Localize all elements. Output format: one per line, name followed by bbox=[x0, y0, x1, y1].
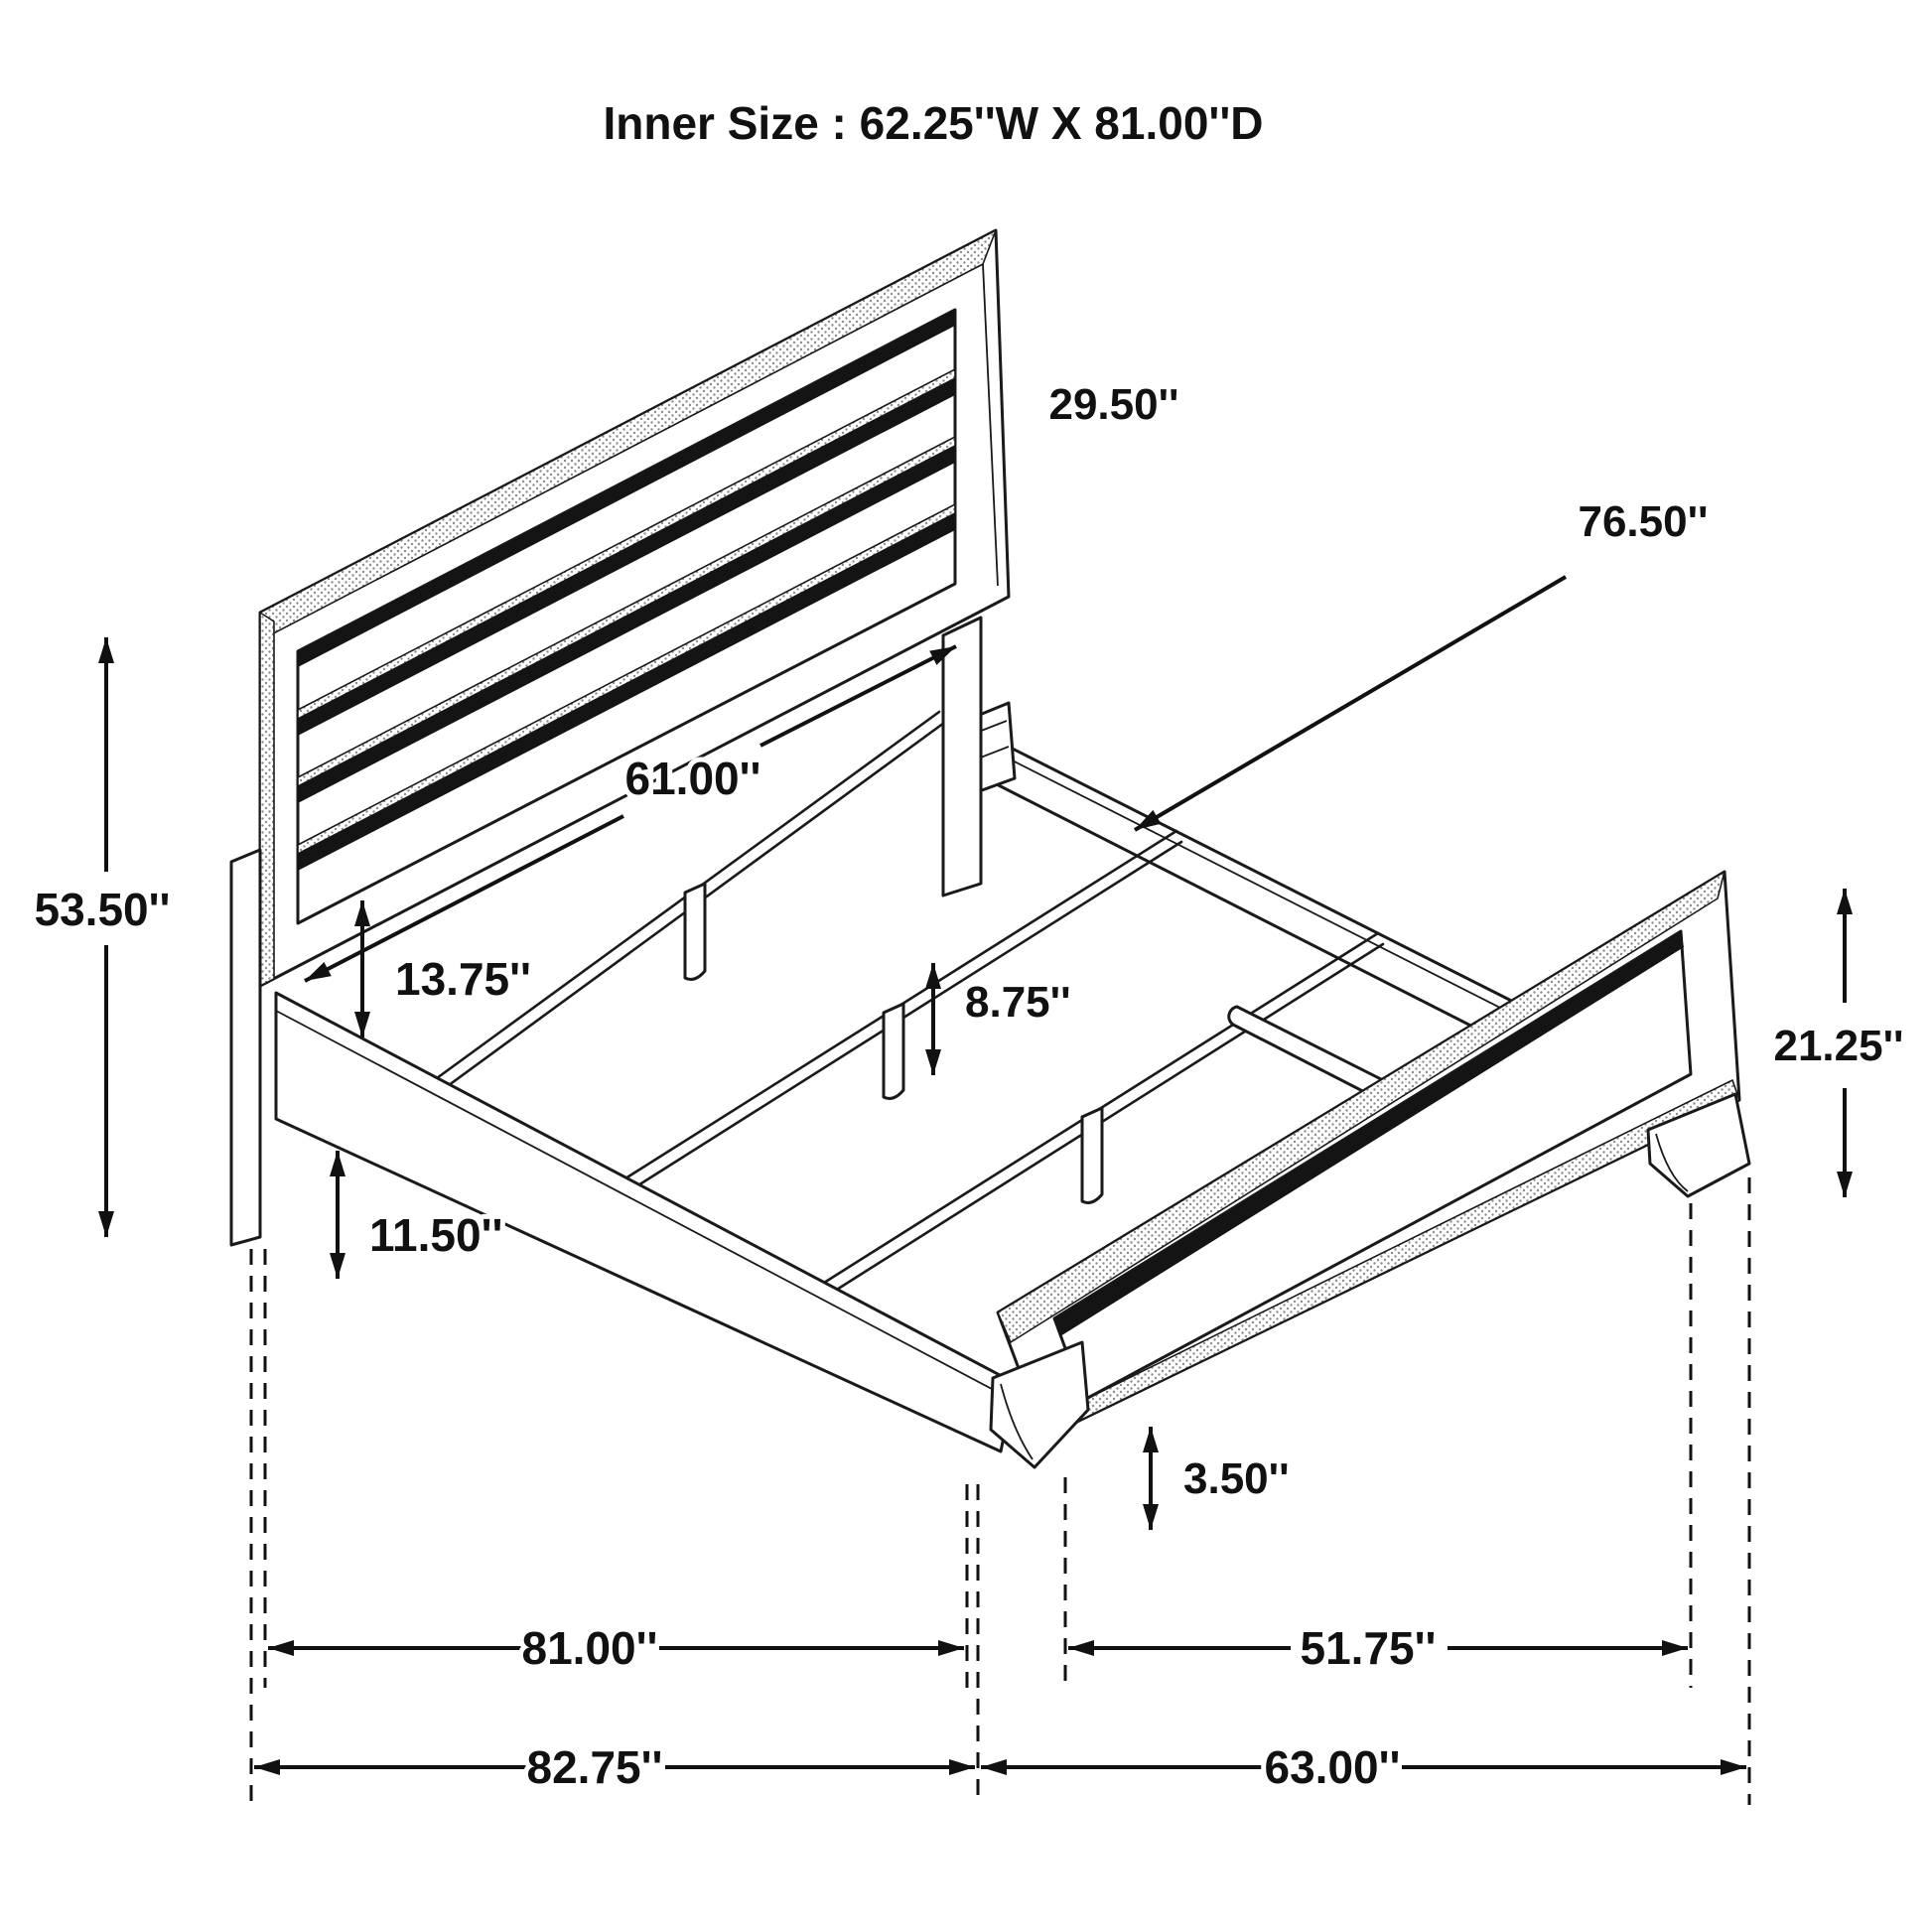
extension-lines bbox=[251, 1177, 1749, 1805]
dim-label-center-leg-height: 8.75'' bbox=[965, 978, 1071, 1027]
dim-label-footboard-inner-width: 51.75'' bbox=[1300, 1622, 1437, 1674]
bed-frame-drawing bbox=[231, 230, 1749, 1467]
dim-label-overall-length: 82.75'' bbox=[526, 1741, 663, 1793]
support-leg bbox=[1082, 1108, 1102, 1202]
dim-inner-length bbox=[268, 1622, 964, 1674]
dim-label-under-rail-clearance: 11.50'' bbox=[369, 1209, 503, 1261]
dim-center-leg-height bbox=[933, 963, 1071, 1075]
footboard-left-foot bbox=[991, 1342, 1088, 1467]
dim-footboard-inner-width bbox=[1068, 1622, 1688, 1674]
support-leg bbox=[685, 884, 705, 979]
dim-label-headboard-height: 53.50'' bbox=[34, 884, 171, 935]
dim-foot-clearance bbox=[1151, 1427, 1290, 1530]
dim-label-inner-length: 81.00'' bbox=[521, 1622, 658, 1674]
support-leg bbox=[884, 1004, 903, 1098]
dim-overall-width bbox=[981, 1741, 1746, 1793]
dim-side-rail-length bbox=[1135, 497, 1709, 830]
headboard-right-post bbox=[943, 618, 981, 896]
dim-label-foot-clearance: 3.50'' bbox=[1183, 1454, 1290, 1503]
dim-label-overall-width: 63.00'' bbox=[1264, 1741, 1401, 1793]
dim-headboard-height bbox=[35, 637, 171, 1237]
dim-label-footboard-height: 21.25'' bbox=[1773, 1022, 1904, 1070]
dim-label-rail-to-panel: 13.75'' bbox=[395, 953, 531, 1005]
dim-overall-length bbox=[254, 1741, 975, 1793]
dim-label-headboard-panel-height: 29.50'' bbox=[1048, 380, 1179, 429]
page-title: Inner Size : 62.25''W X 81.00''D bbox=[603, 97, 1264, 149]
dim-label-side-rail-length: 76.50'' bbox=[1578, 497, 1709, 546]
dim-label-headboard-inner-width: 61.00'' bbox=[624, 753, 761, 804]
headboard-left-post bbox=[231, 850, 260, 1245]
dim-footboard-height bbox=[1773, 889, 1903, 1197]
